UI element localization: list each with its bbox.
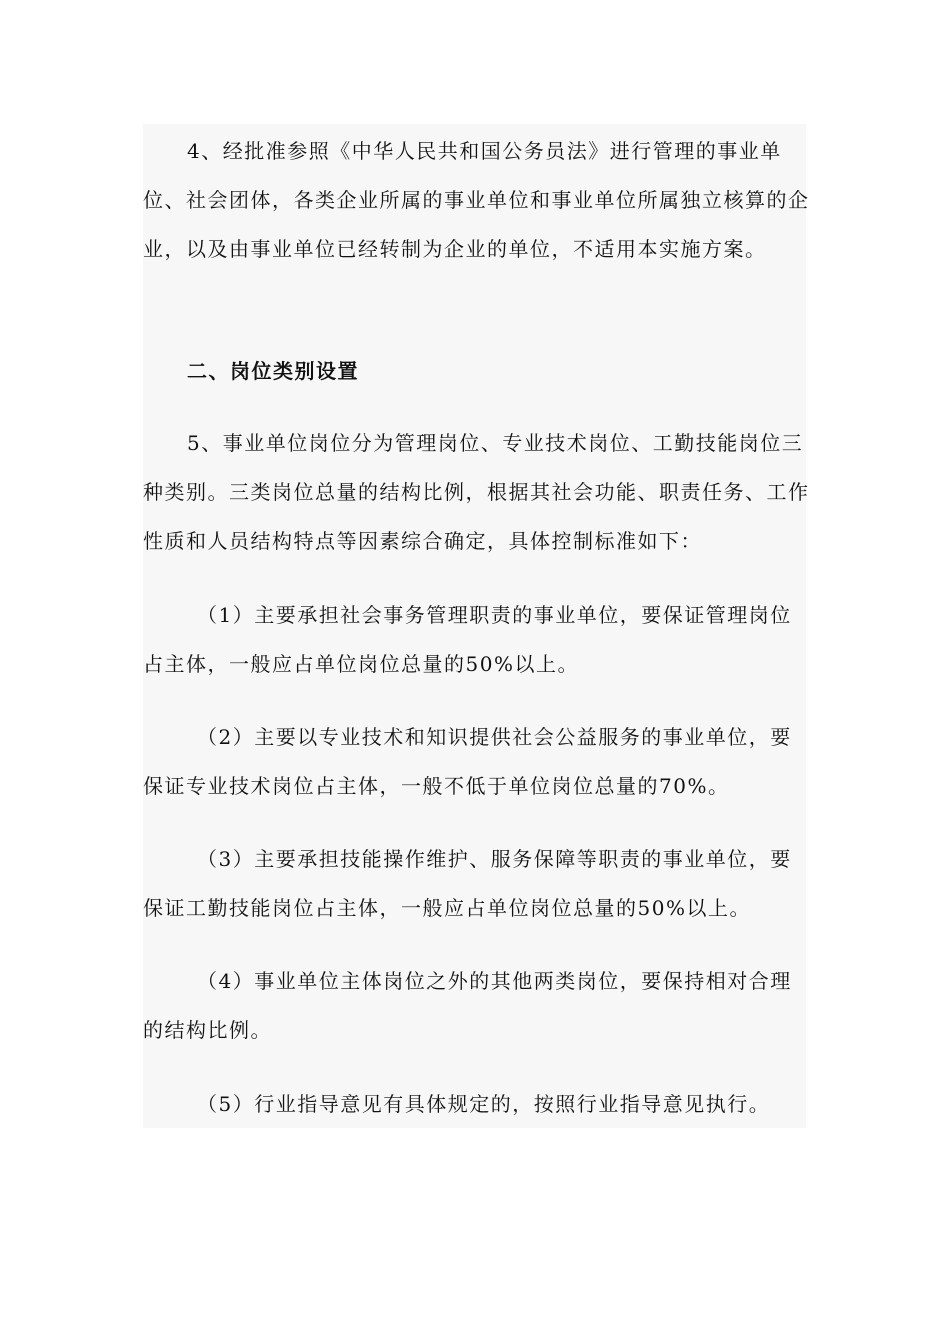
list-item-4: （4）事业单位主体岗位之外的其他两类岗位，要保持相对合理的结构比例。 <box>143 969 792 1042</box>
list-item-3: （3）主要承担技能操作维护、服务保障等职责的事业单位，要保证工勤技能岗位占主体，一般应占单位岗位总量的50%以上。 <box>143 847 792 920</box>
list-item-1: （1）主要承担社会事务管理职责的事业单位，要保证管理岗位占主体，一般应占单位岗位总量的50%以上。 <box>143 603 792 676</box>
paragraph-5: 5、事业单位岗位分为管理岗位、专业技术岗位、工勤技能岗位三种类别。三类岗位总量的结构比例，根据其社会功能、职责任务、工作性质和人员结构特点等因素综合确定，具体控制标准如下： <box>143 431 810 553</box>
list-item-2: （2）主要以专业技术和知识提供社会公益服务的事业单位，要保证专业技术岗位占主体，一般不低于单位岗位总量的70%。 <box>143 725 792 798</box>
paragraph-4: 4、经批准参照《中华人民共和国公务员法》进行管理的事业单位、社会团体，各类企业所属的事业单位和事业单位所属独立核算的企业，以及由事业单位已经转制为企业的单位，不适用本实施方案。 <box>143 139 810 261</box>
list-item-5: （5）行业指导意见有具体规定的，按照行业指导意见执行。 <box>197 1092 771 1116</box>
section-heading-job-categories: 二、岗位类别设置 <box>187 359 359 383</box>
